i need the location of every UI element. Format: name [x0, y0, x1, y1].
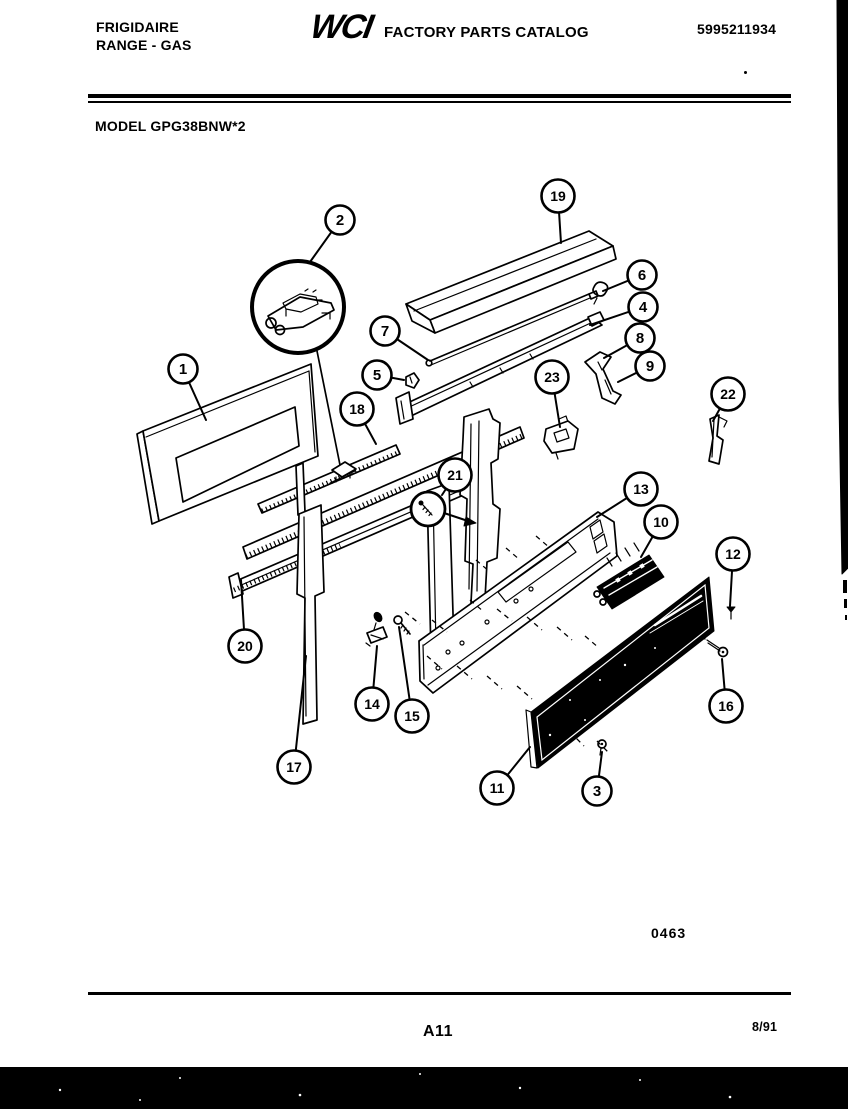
- part-clip-5: [406, 373, 419, 388]
- part-clip-6: [593, 282, 608, 304]
- figure-code: 0463: [651, 925, 687, 941]
- part-switch: [544, 416, 578, 459]
- brand-line1: FRIGIDAIRE: [96, 19, 179, 35]
- callout-number-4: 4: [638, 299, 648, 316]
- catalog-title: FACTORY PARTS CATALOG: [384, 24, 589, 41]
- screw-14: [366, 610, 387, 646]
- part-side-support-21: [460, 409, 500, 603]
- wci-logo: WCI: [307, 8, 375, 46]
- date-code: 8/91: [752, 1020, 778, 1034]
- screw-15: [394, 616, 410, 634]
- callout-number-7: 7: [380, 323, 390, 340]
- callout-number-8: 8: [635, 330, 645, 347]
- callout-number-5: 5: [372, 367, 382, 384]
- part-backguard-top-trim: [406, 231, 616, 333]
- callout-number-6: 6: [637, 267, 647, 284]
- detail-circle-part-2: [252, 261, 344, 353]
- callout-number-22: 22: [720, 386, 736, 402]
- callout-number-11: 11: [489, 780, 505, 796]
- callout-number-12: 12: [725, 546, 741, 562]
- scan-artifact-bottom-bar: [0, 1067, 848, 1109]
- callout-number-15: 15: [404, 708, 420, 724]
- callout-number-2: 2: [335, 212, 345, 229]
- callout-number-9: 9: [645, 358, 655, 375]
- publication-number: 5995211934: [697, 21, 777, 37]
- callout-number-23: 23: [544, 369, 560, 385]
- footer-rule: [88, 992, 791, 995]
- callout-number-1: 1: [178, 361, 188, 378]
- callout-number-20: 20: [237, 638, 253, 654]
- screw-12: [727, 607, 735, 619]
- callout-number-3: 3: [592, 783, 602, 800]
- part-bracket-22: [709, 415, 727, 464]
- brand-line2: RANGE - GAS: [96, 37, 192, 53]
- callout-number-21: 21: [447, 467, 463, 483]
- page-number: A11: [423, 1023, 453, 1040]
- part-hinge-bracket: [585, 352, 621, 404]
- screw-16: [702, 637, 728, 657]
- model-number: MODEL GPG38BNW*2: [95, 118, 246, 134]
- callout-number-13: 13: [633, 481, 649, 497]
- callout-number-16: 16: [718, 698, 734, 714]
- callout-number-19: 19: [550, 188, 566, 204]
- part-glass-panel: [526, 577, 714, 768]
- callout-number-10: 10: [653, 514, 669, 530]
- callout-number-17: 17: [286, 759, 302, 775]
- callout-number-18: 18: [349, 401, 365, 417]
- scan-artifact-right-strip: [837, 0, 848, 620]
- callout-number-14: 14: [364, 696, 380, 712]
